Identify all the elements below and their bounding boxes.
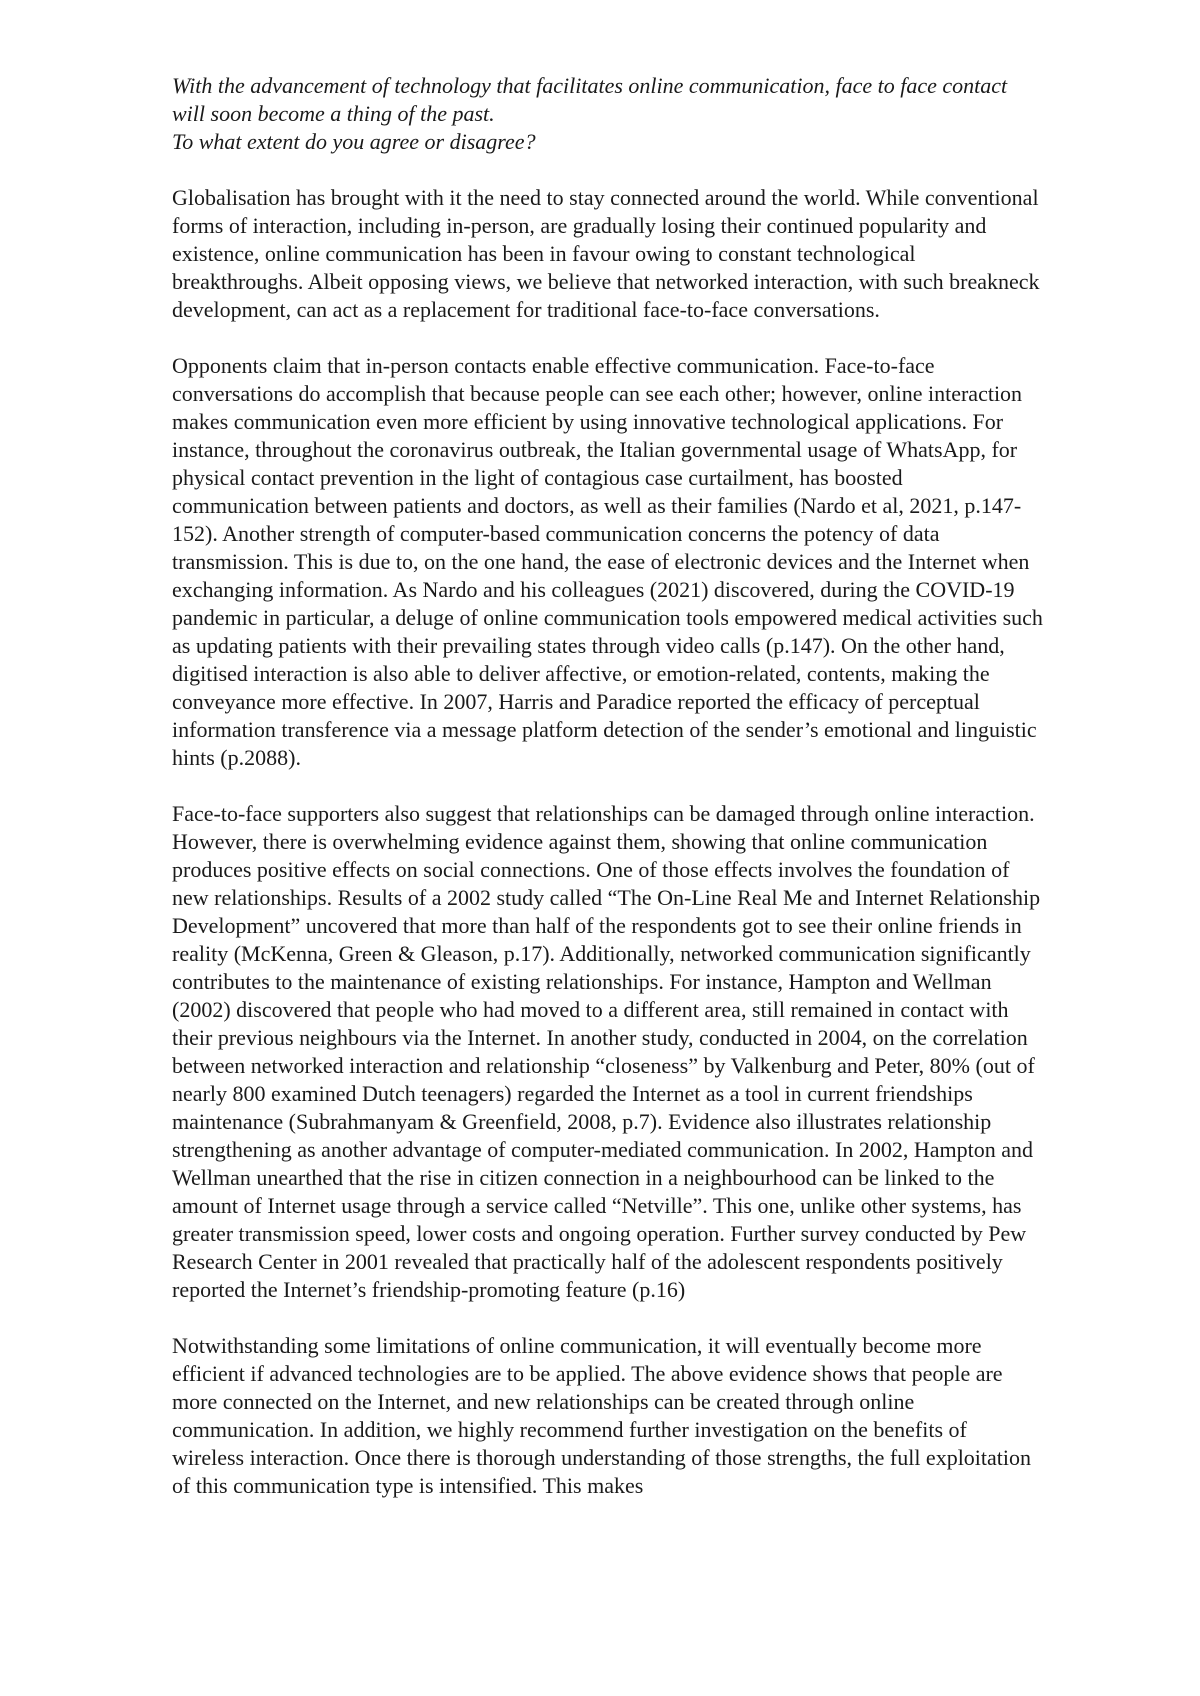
paragraph-body-communication: Opponents claim that in-person contacts enable effective communication. Face-to-face conversations do accomplish that because people can see each other; however, online interaction makes communication even more efficient by using innovative technological applications. For instance, throughout the coronavirus outbreak, the Italian governmental usage of WhatsApp, for physical contact prevention in the light of contagious case curtailment, has boosted communication between patients and doctors, as well as their families (Nardo et al, 2021, p.147-152). Another strength of computer-based communication concerns the potency of data transmission. This is due to, on the one hand, the ease of electronic devices and the Internet when exchanging information. As Nardo and his colleagues (2021) discovered, during the COVID-19 pandemic in particular, a deluge of online communication tools empowered medical activities such as updating patients with their prevailing states through video calls (p.147). On the other hand, digitised interaction is also able to deliver affective, or emotion-related, contents, making the conveyance more effective. In 2007, Harris and Paradice reported the efficacy of perceptual information transference via a message platform detection of the sender’s emotional and linguistic hints (p.2088). [172,353,1043,770]
prompt-instruction: To what extent do you agree or disagree? [172,129,536,154]
essay-page [172,72,1044,1500]
paragraph-introduction: Globalisation has brought with it the need to stay connected around the world. While conventional forms of interaction, including in-person, are gradually losing their continued popularity and existence, online communication has been in favour owing to constant technological breakthroughs. Albeit opposing views, we believe that networked interaction, with such breakneck development, can act as a replacement for traditional face-to-face conversations. [172,185,1040,322]
paragraph-conclusion: Notwithstanding some limitations of online communication, it will eventually become more efficient if advanced technologies are to be applied. The above evidence shows that people are more connected on the Internet, and new relationships can be created through online communication. In addition, we highly recommend further investigation on the benefits of wireless interaction. Once there is thorough understanding of those strengths, the full exploitation of this communication type is intensified. This makes [172,1333,1032,1498]
prompt-question: With the advancement of technology that facilitates online communication, face to face contact will soon become a thing of the past. [172,73,1008,126]
paragraph-body-relationships: Face-to-face supporters also suggest that relationships can be damaged through online interaction. However, there is overwhelming evidence against them, showing that online communication produces positive effects on social connections. One of those effects involves the foundation of new relationships. Results of a 2002 study called “The On-Line Real Me and Internet Relationship Development” uncovered that more than half of the respondents got to see their online friends in reality (McKenna, Green & Gleason, p.17). Additionally, networked communication significantly contributes to the maintenance of existing relationships. For instance, Hampton and Wellman (2002) discovered that people who had moved to a different area, still remained in contact with their previous neighbours via the Internet. In another study, conducted in 2004, on the correlation between networked interaction and relationship “closeness” by Valkenburg and Peter, 80% (out of nearly 800 examined Dutch teenagers) regarded the Internet as a tool in current friendships maintenance (Subrahmanyam & Greenfield, 2008, p.7). Evidence also illustrates relationship strengthening as another advantage of computer-mediated communication. In 2002, Hampton and Wellman unearthed that the rise in citizen connection in a neighbourhood can be linked to the amount of Internet usage through a service called “Netville”. This one, unlike other systems, has greater transmission speed, lower costs and ongoing operation. Further survey conducted by Pew Research Center in 2001 revealed that practically half of the adolescent respondents positively reported the Internet’s friendship-promoting feature (p.16) [172,801,1041,1302]
essay-prompt [172,72,1044,156]
